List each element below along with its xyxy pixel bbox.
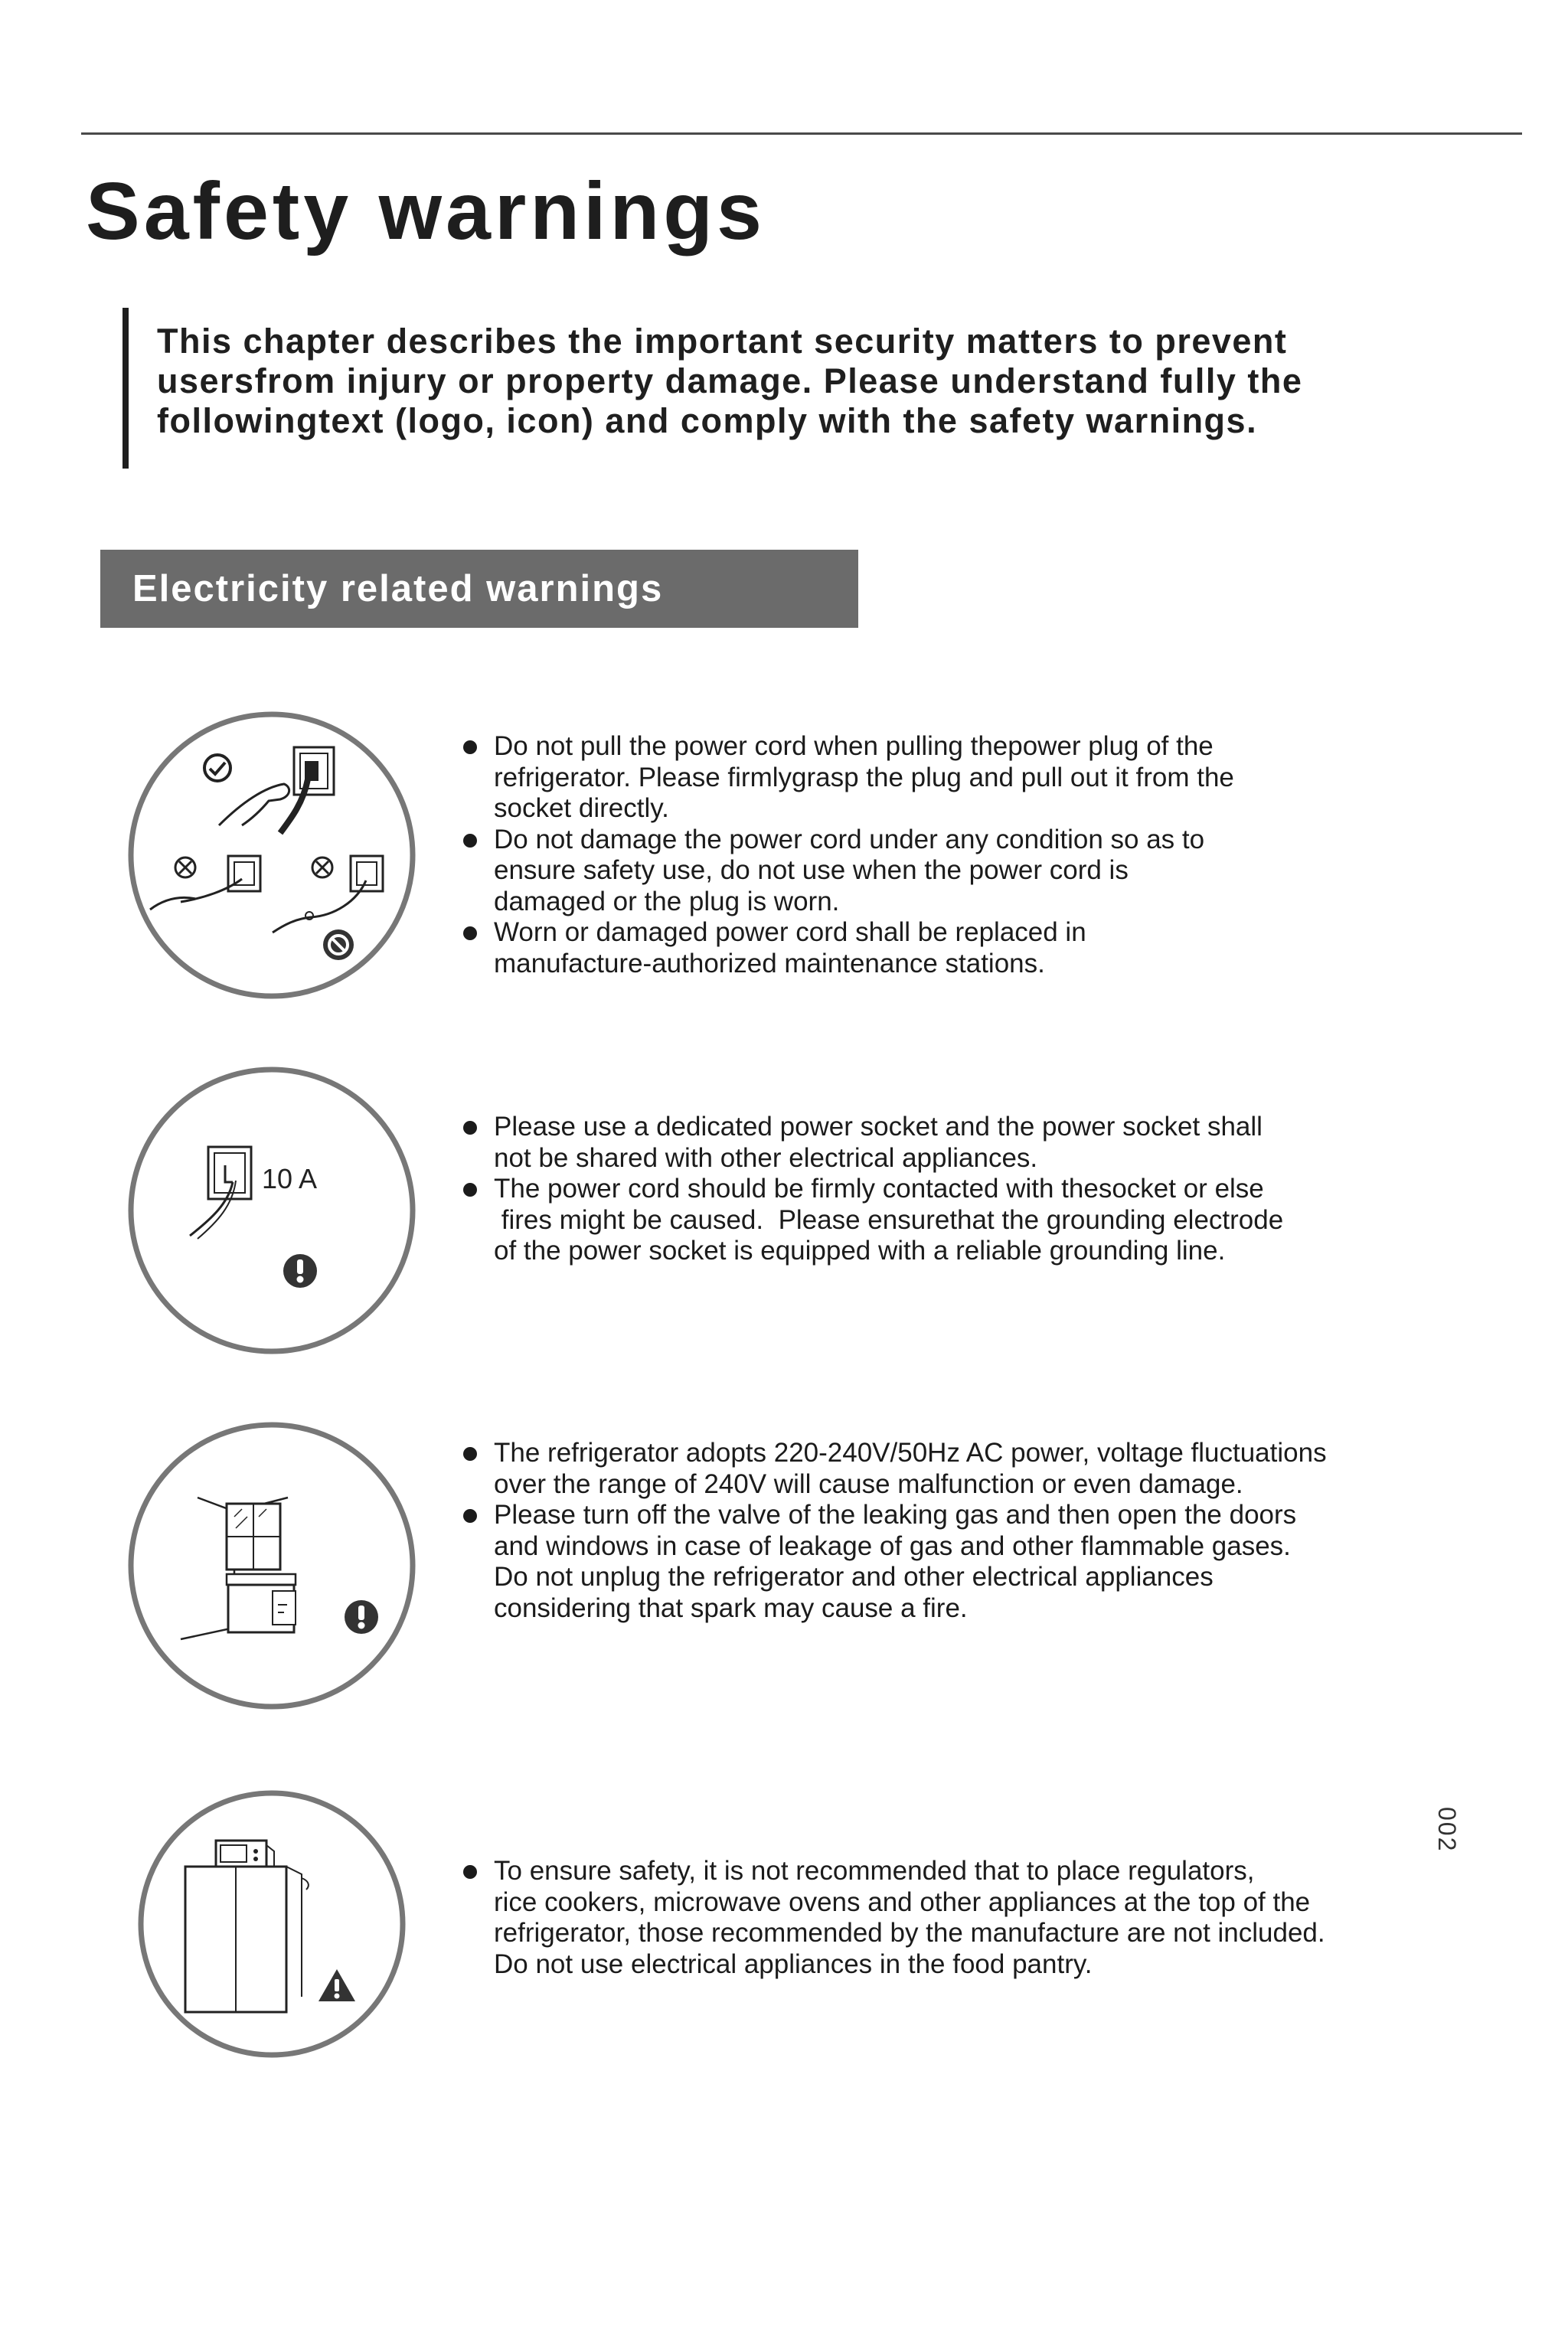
list-item: Worn or damaged power cord shall be replaced in manufacture-authorized maintenance stations. xyxy=(463,917,1382,979)
page-number: 002 xyxy=(1433,1807,1461,1853)
list-item: Please use a dedicated power socket and the power socket shall not be shared with other electrical appliances. xyxy=(463,1112,1382,1174)
page-title: Safety warnings xyxy=(86,166,766,256)
warning-list-3 xyxy=(463,1438,1382,1624)
list-item: Please turn off the valve of the leaking gas and then open the doors and windows in case of leakage of gas and other flammable gases. Do not unplug the refrigerator and other electrical appliances considering that spark may cause a fire. xyxy=(463,1500,1382,1624)
warning-list-4 xyxy=(463,1856,1382,1980)
prohibited-icon xyxy=(323,929,354,960)
section-header: Electricity related warnings xyxy=(100,550,858,628)
exclamation-circle-icon xyxy=(283,1254,317,1288)
warning-list-2 xyxy=(463,1112,1382,1267)
illustration-room-gas-leak xyxy=(127,1421,416,1710)
list-item: To ensure safety, it is not recommended that to place regulators, rice cookers, microwave ovens and other appliances at the top of the refrigerator, those recommended by the manufacture are not included. Do not use electrical appliances in the food pantry. xyxy=(463,1856,1382,1980)
intro-line: usersfrom injury or property damage. Please understand fully the xyxy=(157,361,1303,400)
intro-line: followingtext (logo, icon) and comply with the safety warnings. xyxy=(157,401,1258,440)
list-item: Do not pull the power cord when pulling thepower plug of the refrigerator. Please firmlygrasp the plug and pull out it from the socket directly. xyxy=(463,731,1382,825)
intro-paragraph xyxy=(157,322,1459,441)
intro-accent-bar xyxy=(122,308,129,469)
illustration-pull-plug xyxy=(127,710,416,1000)
warning-list-1 xyxy=(463,731,1382,979)
intro-line: This chapter describes the important security matters to prevent xyxy=(157,322,1288,361)
illustration-socket-10a xyxy=(127,1066,416,1355)
list-item: The refrigerator adopts 220-240V/50Hz AC power, voltage fluctuations over the range of 240V will cause malfunction or even damage. xyxy=(463,1438,1382,1500)
list-item: Do not damage the power cord under any condition so as to ensure safety use, do not use when the power cord is damaged or the plug is worn. xyxy=(463,825,1382,918)
exclamation-circle-icon xyxy=(345,1600,378,1634)
top-rule xyxy=(81,132,1522,135)
illustration-appliance-on-fridge xyxy=(138,1790,406,2058)
amperage-label: 10 A xyxy=(262,1163,318,1194)
list-item: The power cord should be firmly contacted with thesocket or else fires might be caused. Please ensurethat the grounding electrode of the power socket is equipped with a reliable grounding line. xyxy=(463,1174,1382,1267)
